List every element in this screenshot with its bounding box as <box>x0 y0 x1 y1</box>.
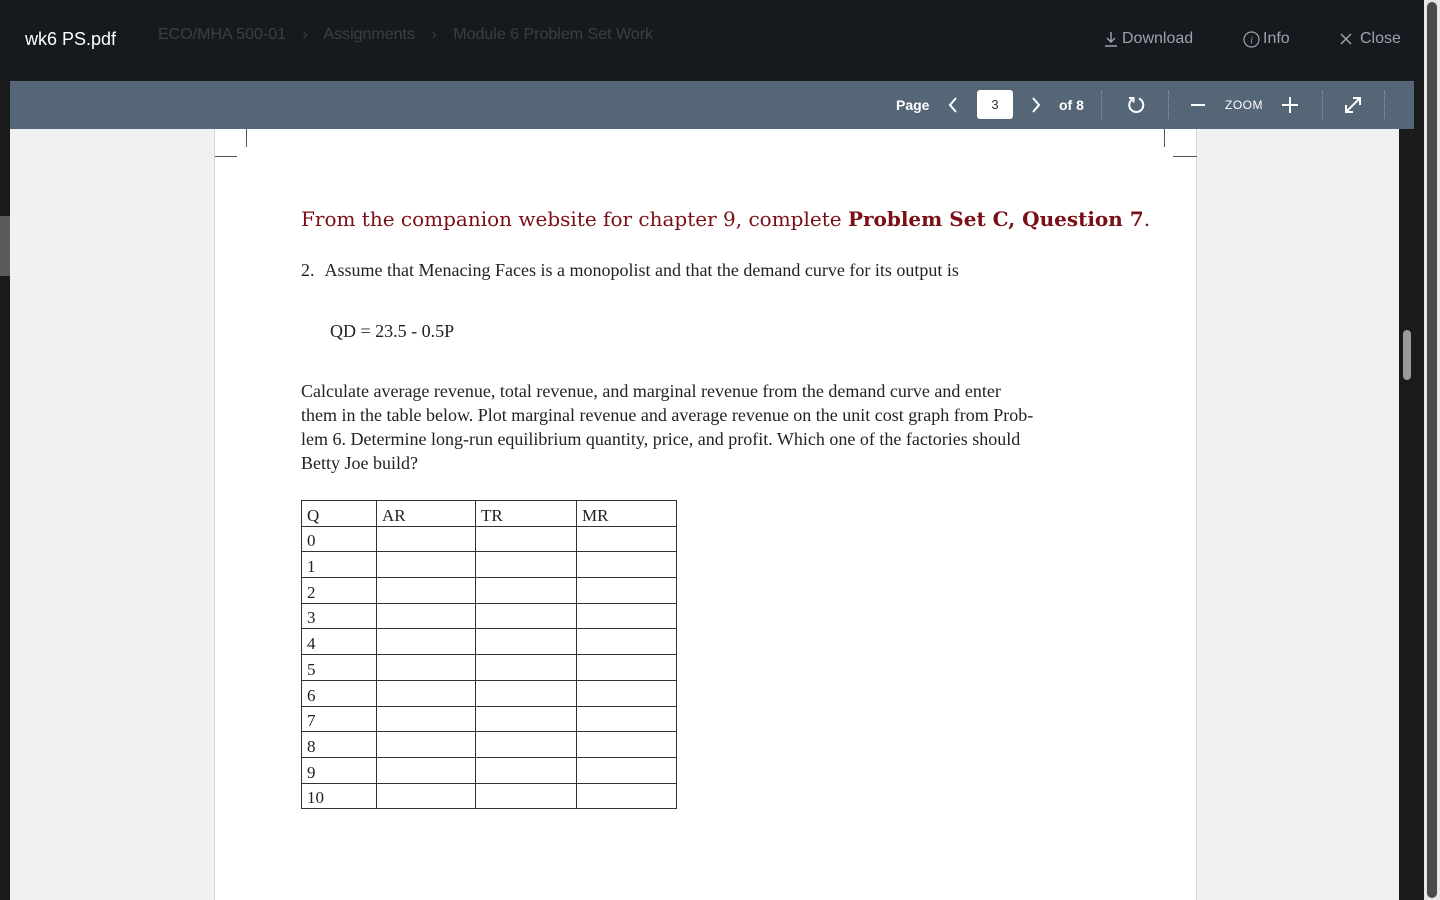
mr-cell <box>577 680 677 706</box>
paragraph-line: Betty Joe build? <box>301 453 418 473</box>
background-breadcrumb: ECO/MHA 500-01 › Assignments › Module 6 Problem Set Work <box>158 26 654 43</box>
table-row <box>302 603 677 629</box>
mr-cell <box>577 603 677 629</box>
page-label: Page <box>896 97 930 113</box>
question-number: 2. <box>301 260 315 280</box>
plus-icon <box>1282 97 1298 113</box>
svg-text:i: i <box>1250 35 1253 46</box>
q-cell: 4 <box>302 629 377 655</box>
q-cell: 6 <box>302 680 377 706</box>
heading-prefix: From the companion website for chapter 9, complete <box>301 207 848 231</box>
viewer-scrollbar-thumb[interactable] <box>1403 330 1411 380</box>
tr-cell <box>476 680 577 706</box>
mr-cell <box>577 629 677 655</box>
viewer-header <box>0 0 1424 80</box>
question-heading <box>301 207 1150 231</box>
tr-cell <box>476 757 577 783</box>
q-cell: 7 <box>302 706 377 732</box>
paragraph-line: them in the table below. Plot marginal revenue and average revenue on the unit cost graph from Prob- <box>301 405 1034 425</box>
pdf-viewer[interactable] <box>10 129 1399 900</box>
info-button[interactable] <box>1243 30 1290 48</box>
question-text: Assume that Menacing Faces is a monopolist and that the demand curve for its output is <box>324 260 959 280</box>
page-count-label: of 8 <box>1059 97 1084 113</box>
ar-cell <box>377 732 476 758</box>
ar-cell <box>377 578 476 604</box>
zoom-out-button[interactable] <box>1188 81 1208 129</box>
toolbar-divider <box>1384 91 1385 119</box>
q-cell: 8 <box>302 732 377 758</box>
q-cell: 0 <box>302 526 377 552</box>
tr-cell <box>476 629 577 655</box>
table-row <box>302 680 677 706</box>
table-row <box>302 732 677 758</box>
fullscreen-button[interactable] <box>1341 81 1365 129</box>
q-cell: 9 <box>302 757 377 783</box>
table-row <box>302 629 677 655</box>
header-ar: AR <box>377 501 476 527</box>
breadcrumb-assignment: Module 6 Problem Set Work <box>453 26 654 43</box>
revenue-table <box>301 500 677 809</box>
ar-cell <box>377 655 476 681</box>
mr-cell <box>577 552 677 578</box>
zoom-in-button[interactable] <box>1280 81 1300 129</box>
prev-page-button[interactable] <box>944 81 962 129</box>
paragraph-line: lem 6. Determine long-run equilibrium quantity, price, and profit. Which one of the factories should <box>301 429 1021 449</box>
question-2 <box>301 260 959 281</box>
ar-cell <box>377 706 476 732</box>
toolbar-divider <box>1101 91 1102 119</box>
q-cell: 5 <box>302 655 377 681</box>
header-tr: TR <box>476 501 577 527</box>
table-row <box>302 757 677 783</box>
tr-cell <box>476 578 577 604</box>
minus-icon <box>1191 98 1205 112</box>
breadcrumb-course: ECO/MHA 500-01 <box>158 26 287 43</box>
zoom-label: ZOOM <box>1225 98 1263 112</box>
close-icon <box>1339 32 1353 46</box>
close-button[interactable] <box>1339 30 1401 48</box>
heading-bold: Problem Set C, Question 7 <box>847 207 1144 231</box>
table-row <box>302 552 677 578</box>
expand-icon <box>1344 96 1362 114</box>
header-q: Q <box>302 501 377 527</box>
table-row <box>302 783 677 809</box>
file-title: wk6 PS.pdf <box>25 29 117 49</box>
download-icon <box>1103 30 1119 48</box>
mr-cell <box>577 655 677 681</box>
chevron-right-icon <box>1031 97 1041 113</box>
info-label: Info <box>1263 30 1290 47</box>
toolbar-divider <box>1168 91 1169 119</box>
q-cell: 2 <box>302 578 377 604</box>
heading-suffix: . <box>1143 207 1151 231</box>
breadcrumb-assignments: Assignments <box>323 26 415 43</box>
pdf-page <box>214 129 1197 900</box>
mr-cell <box>577 732 677 758</box>
mr-cell <box>577 578 677 604</box>
tr-cell <box>476 783 577 809</box>
crop-mark <box>1164 129 1165 147</box>
mr-cell <box>577 706 677 732</box>
ar-cell <box>377 783 476 809</box>
table-header-row <box>302 501 677 527</box>
table-row <box>302 526 677 552</box>
pdf-toolbar <box>10 81 1414 129</box>
close-label: Close <box>1360 30 1401 47</box>
crop-mark <box>215 156 237 157</box>
table-row <box>302 655 677 681</box>
toolbar-divider <box>1322 91 1323 119</box>
ar-cell <box>377 680 476 706</box>
table-row <box>302 706 677 732</box>
ar-cell <box>377 552 476 578</box>
mr-cell <box>577 526 677 552</box>
tr-cell <box>476 732 577 758</box>
header-mr: MR <box>577 501 677 527</box>
mr-cell <box>577 757 677 783</box>
tr-cell <box>476 552 577 578</box>
q-cell: 10 <box>302 783 377 809</box>
q-cell: 1 <box>302 552 377 578</box>
crop-mark <box>1173 156 1197 157</box>
download-button[interactable] <box>1103 30 1193 48</box>
rotate-button[interactable] <box>1124 81 1148 129</box>
background-sidebar-strip <box>0 216 10 276</box>
info-icon <box>1243 31 1260 48</box>
instructions-paragraph <box>301 379 1131 475</box>
tr-cell <box>476 603 577 629</box>
paragraph-line: Calculate average revenue, total revenue, and marginal revenue from the demand curve and enter <box>301 381 1001 401</box>
ar-cell <box>377 526 476 552</box>
ar-cell <box>377 757 476 783</box>
tr-cell <box>476 655 577 681</box>
demand-equation: QD = 23.5 - 0.5P <box>330 321 455 341</box>
table-row <box>302 578 677 604</box>
chevron-left-icon <box>948 97 958 113</box>
page-scrollbar-thumb[interactable] <box>1427 2 1437 898</box>
tr-cell <box>476 706 577 732</box>
ar-cell <box>377 603 476 629</box>
q-cell: 3 <box>302 603 377 629</box>
page-number-input[interactable]: 3 <box>977 90 1013 119</box>
ar-cell <box>377 629 476 655</box>
tr-cell <box>476 526 577 552</box>
crop-mark <box>246 129 247 147</box>
download-label: Download <box>1122 30 1194 47</box>
next-page-button[interactable] <box>1027 81 1045 129</box>
rotate-icon <box>1126 95 1146 115</box>
mr-cell <box>577 783 677 809</box>
